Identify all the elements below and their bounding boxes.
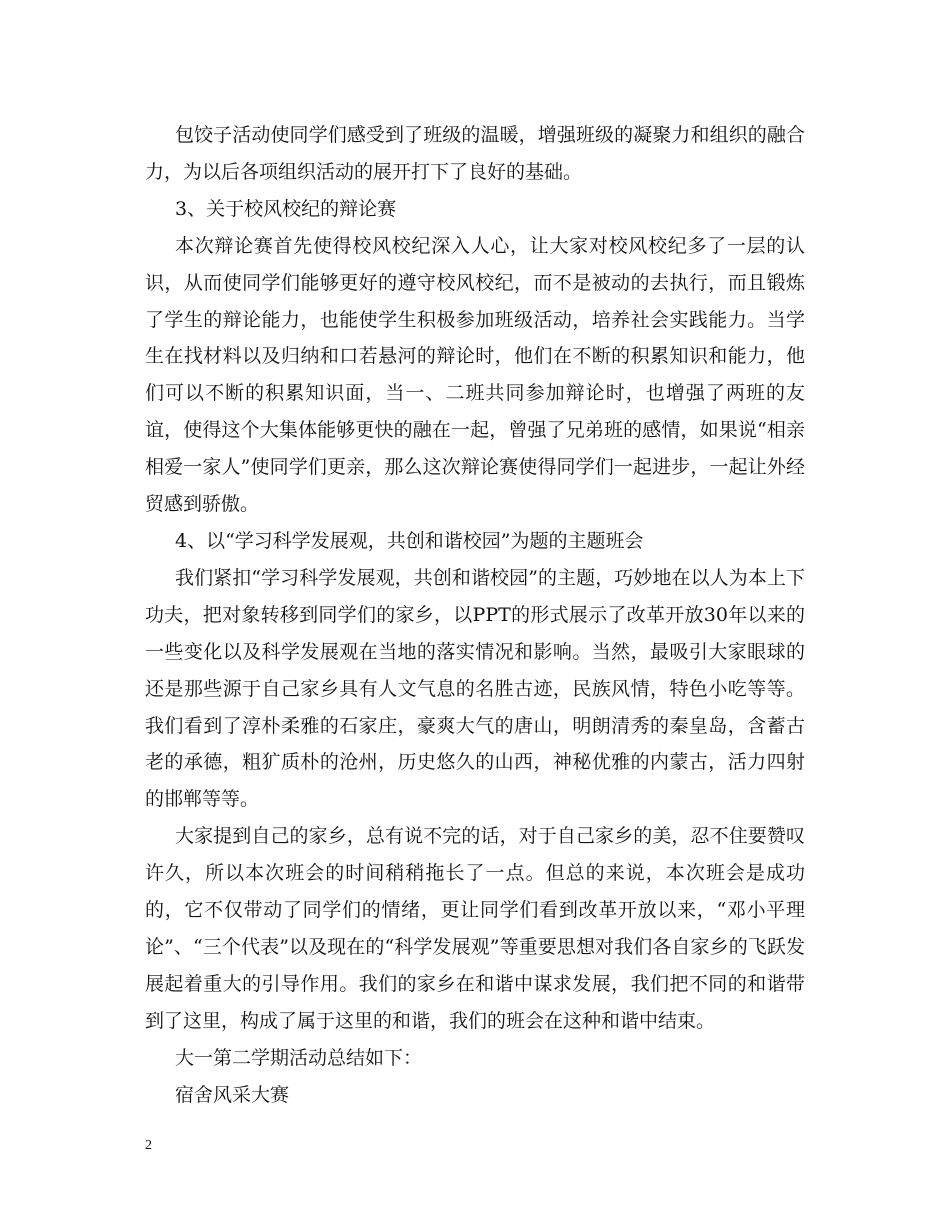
paragraph-hometown-discussion: 大家提到自己的家乡，总有说不完的话，对于自己家乡的美，忍不住要赞叹许久，所以本次班会的时间稍稍拖长了一点。但总的来说，本次班会是成功的，它不仅带动了同学们的情绪，更让同学们看到改革开放以来，“邓小平理论”、“三个代表”以及现在的“科学发展观”等重要思想对我们各自家乡的飞跃发展起着重大的引导作用。我们的家乡在和谐中谋求发展，我们把不同的和谐带到了这里，构成了属于这里的和谐，我们的班会在这种和谐中结束。 [145, 825, 805, 1032]
paragraph-class-meeting: 我们紧扣“学习科学发展观，共创和谐校园”的主题，巧妙地在以人为本上下功夫，把对象转移到同学们的家乡，以PPT的形式展示了改革开放30年以来的一些变化以及科学发展观在当地的落实情况和影响。当然，最吸引大家眼球的还是那些源于自己家乡具有人文气息的名胜古迹，民族风情，特色小吃等等。我们看到了淳朴柔雅的石家庄，豪爽大气的唐山，明朗清秀的秦皇岛，含蓄古老的承德，粗犷质朴的沧州，历史悠久的山西，神秘优雅的内蒙古，活力四射的邯郸等等。 [145, 566, 805, 811]
heading-class-meeting: 4、以“学习科学发展观，共创和谐校园”为题的主题班会 [175, 529, 644, 552]
paragraph-second-semester-summary: 大一第二学期活动总结如下： [175, 1046, 423, 1069]
page-number: 2 [145, 1138, 152, 1153]
document-body [145, 117, 805, 1113]
heading-dormitory-contest: 宿舍风采大赛 [175, 1083, 290, 1106]
paragraph-dumpling-activity: 包饺子活动使同学们感受到了班级的温暖，增强班级的凝聚力和组织的融合力，为以后各项组织活动的展开打下了良好的基础。 [145, 124, 805, 183]
heading-debate-contest: 3、关于校风校纪的辩论赛 [175, 197, 397, 220]
paragraph-debate-contest: 本次辩论赛首先使得校风校纪深入人心，让大家对校风校纪多了一层的认识，从而使同学们能够更好的遵守校风校纪，而不是被动的去执行，而且锻炼了学生的辩论能力，也能使学生积极参加班级活动，培养社会实践能力。当学生在找材料以及归纳和口若悬河的辩论时，他们在不断的积累知识和能力，他们可以不断的积累知识面，当一、二班共同参加辩论时，也增强了两班的友谊，使得这个大集体能够更快的融在一起，曾强了兄弟班的感情，如果说“相亲相爱一家人”使同学们更亲，那么这次辩论赛使得同学们一起进步，一起让外经贸感到骄傲。 [145, 234, 805, 516]
